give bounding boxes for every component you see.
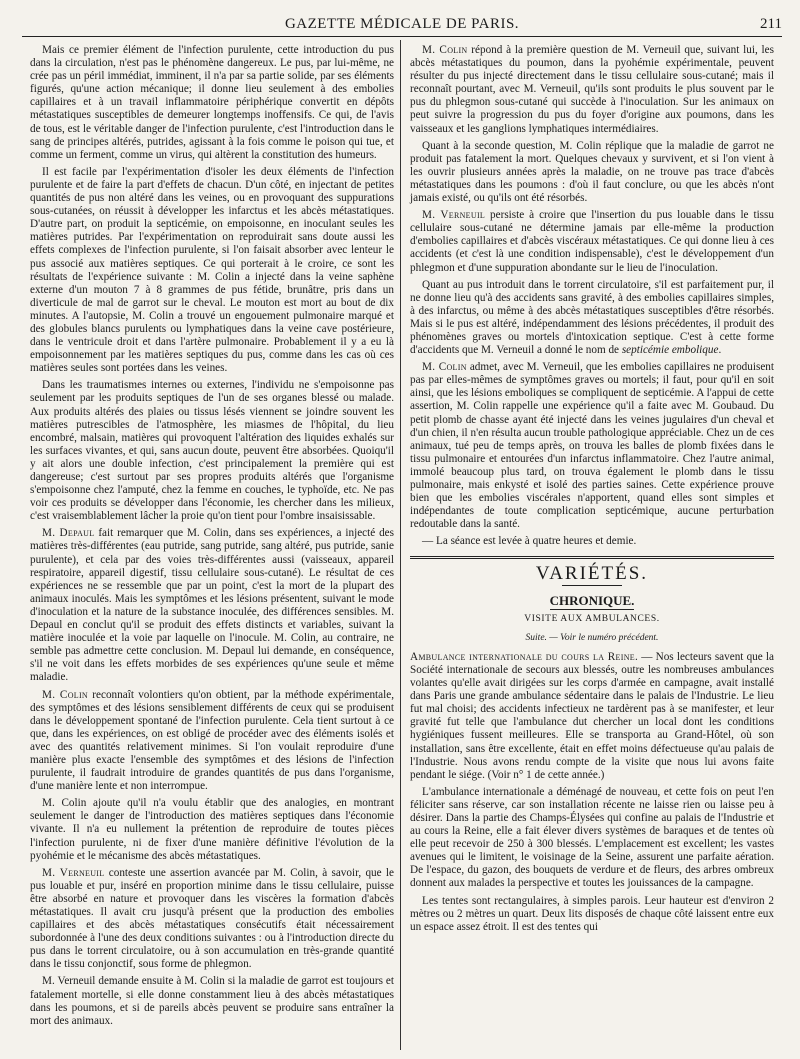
paragraph: M. Verneuil demande ensuite à M. Colin si la maladie de garrot est toujours et fatalement mortelle, si elle donne constamment lieu à des abcès métastatiques dans les poumons, et si de pareils abcès peuvent se produire sans entraîner la mort des animaux. bbox=[30, 975, 394, 1027]
right-column bbox=[410, 44, 774, 938]
paragraph bbox=[410, 651, 774, 782]
speaker-name: M. Colin bbox=[422, 361, 467, 374]
paragraph: — La séance est levée à quatre heures et demie. bbox=[422, 535, 637, 548]
continuation-note: Suite. — Voir le numéro précédent. bbox=[525, 632, 659, 643]
paragraph: Il est facile par l'expérimentation d'isoler les deux éléments de l'infection purulente et de faire la part d'effets de chacun. D'un côté, en injectant de petites quantités de pus non altéré dans les veines, ou en provoquant des suppurations sous-cutanées, on réussit à développer les infarctus et les abcès métastatiques. D'autre part, on produit la septicémie, on empoisonne, en inoculant seules les matières putrides. Par l'expérimentation on reproduirait sans doute aussi les effets complexes de l'infection purulente, si l'on faisait absorber avec lenteur le pus associé aux matières septiques. Ce qui porterait à le croire, ce sont les résultats de l'expérience suivante : M. Colin a injecté dans la veine saphène externe d'un mouton 7 à 8 grammes de pus fétide, brunâtre, pris dans un diverticule de mal de garrot sur le cheval. Le mouton est mort au bout de dix minutes. A l'autopsie, M. Colin a trouvé un engouement pulmonaire marqué et des globules blancs purulents ou lymphatiques dans la veine cave postérieure, dans le ventricule droit et dans l'artère pulmonaire. Probablement il y a eu là empoisonnement par les matières septiques du pus, comme dans les cas où ces matières seules sont portées dans les veines. bbox=[30, 165, 394, 375]
page-header bbox=[22, 14, 782, 36]
paragraph-text: persiste à croire que l'insertion du pus louable dans le tissu cellulaire sous-cutané ne détermine jamais par elle-même la production d'embolies capillaires et d'abcès viscéraux métastatiques. Ce qui donne lieu à ces accidents (et c'est là une condition indispensable), c'est le développement d'un phlegmon et d'une suppuration abondante sur le lieu de l'inoculation. bbox=[410, 209, 774, 274]
emphasized-term: septicémie embolique bbox=[621, 344, 719, 357]
section-divider bbox=[410, 556, 774, 559]
chronique-label: CHRONIQUE. bbox=[549, 592, 635, 608]
paragraph-text: Quant au pus introduit dans le torrent circulatoire, s'il est parfaitement pur, il ne donne lieu qu'à des accidents sans gravité, à des embolies capillaires simples, à des infarctus, ou même à des abcès métastatiques susceptibles d'être résorbés. Mais si le pus est altéré, indépendamment des lésions précédentes, il produit des phénomènes graves ou mortels d'intoxication septique. C'est à cette forme d'accidents que M. Verneuil a donné le nom de bbox=[410, 278, 774, 357]
paragraph: L'ambulance internationale a déménagé de nouveau, et cette fois on peut l'en féliciter sans réserve, car son installation récente ne laisse rien ou laisse peu à désirer. Dans la partie des Champs-Élysées qui confine au palais de l'Industrie et au cours la Reine, elle a fait élever divers systèmes de baraques et de tentes où elle peut recevoir de 250 à 300 blessés. L'emplacement est excellent; les vastes avenues qui le limitent, le voisinage de la Seine, assurent une parfaite aération. De l'espace, du gazon, des bouquets de verdure et de fleurs, des arbres ombreux donnent aux malades la perspective et toutes les jouissances de la campagne. bbox=[410, 785, 774, 890]
paragraph bbox=[410, 209, 774, 274]
paragraph bbox=[410, 44, 774, 136]
paragraph-text: . bbox=[718, 344, 722, 357]
section-title: VARIÉTÉS. bbox=[535, 563, 649, 585]
speaker-name: M. Colin bbox=[42, 688, 89, 701]
chronique-heading bbox=[410, 594, 774, 607]
paragraph-text: conteste une assertion avancée par M. Colin, à savoir, que le pus louable et pur, inséré en proportion minime dans le tissu cellulaire, puisse être absorbé en nature et provoquer dans les viscères la formation d'abcès métastatiques. Il avait cru jusqu'à présent que la production des embolies capillaires et des abcès métastatiques consécutifs était nécessairement subordonnée à l'une des deux conditions suivantes : ou à l'introduction directe du pus dans le torrent circulatoire, ou à son accumulation en très-grande quantité dans le tissu conjonctif, sous forme de phlegmon. bbox=[30, 866, 394, 971]
paragraph: M. Colin ajoute qu'il n'a voulu établir que des analogies, en montrant seulement le danger de l'introduction des matières septiques dans l'économie vivante. Il n'a eu nullement la prétention de reproduire de toutes pièces l'infection purulente, ni de fixer d'une manière définitive l'évolution de la pyohémie et le mécanisme des abcès métastatiques. bbox=[30, 797, 394, 862]
column-divider bbox=[400, 40, 401, 1050]
speaker-name: M. Colin bbox=[422, 44, 468, 56]
paragraph bbox=[30, 689, 394, 794]
speaker-name: M. Verneuil bbox=[42, 866, 105, 879]
paragraph: Quant à la seconde question, M. Colin réplique que la maladie de garrot ne produit pas fatalement la mort. Quelques chevaux y survivent, et si l'on vient à les ouvrir plusieurs années après la maladie, on ne trouve pas trace d'abcès métastatiques dans les poumons : d'où il faut conclure, ou que les abcès n'ont jamais existé, ou qu'ils ont été résorbés. bbox=[410, 139, 774, 205]
left-column bbox=[30, 44, 394, 1032]
speaker-name: M. Depaul bbox=[42, 527, 95, 540]
paragraph-text: répond à la première question de M. Verneuil que, suivant lui, les abcès métastatiques du poumon, dans la pyohémie expérimentale, peuvent résulter du pus injecté directement dans le tissu cellulaire sous-cutané; mais il reconnaît pourtant, avec M. Verneuil, qu'ils sont produits le plus souvent par le pus du phlegmon sous-cutané qui succède à l'inoculation. Sur les animaux on peut suivre la progression du pus du foyer d'origine aux poumons, dans les vaisseaux et les ganglions lymphatiques intermédiaires. bbox=[410, 44, 774, 135]
journal-title: GAZETTE MÉDICALE DE PARIS. bbox=[284, 16, 520, 32]
speaker-name: M. Verneuil bbox=[422, 209, 486, 222]
lead-in: Ambulance internationale du cours la Reine. bbox=[410, 650, 639, 663]
title-rule bbox=[562, 585, 622, 586]
paragraph: Dans les traumatismes internes ou externes, l'individu ne s'empoisonne pas seulement par les produits septiques de l'un de ses organes blessé ou malade. Aux produits altérés des plaies ou tissus lésés viennent se joindre souvent les matières putrescibles de l'atmosphère, les miasmes de l'hôpital, du lieu encombré, malsain, matières qui provoquent l'altération des liquides exhalés sur les surfaces vivantes, et qui, sans aucun doute, peuvent être absorbées. Quoiqu'il y ait alors une double infection, c'est principalement la première qui est dangereuse; c'est surtout par ses propres produits altérés que l'organisme s'empoisonne chez l'amputé, chez la femme en couches, le typhoïde, etc. Ne pas voir ces produits se développer dans l'économie, les chercher dans les milieux, c'est vraisemblablement lâcher la proie qu'on tient pour l'ombre insaisissable. bbox=[30, 379, 394, 523]
paragraph-text: — Nos lecteurs savent que la Société internationale de secours aux blessés, outre les nombreuses ambulances volantes qu'elle avait dirigées sur les corps d'armée en campagne, avait installé dans Paris une grande ambulance sédentaire dans le palais de l'Industrie. Le lieu fut mal choisi; des accidents infectieux ne tardèrent pas à se manifester, et leur gravité fut telle que l'ambulance dut chercher un local dont les conditions hygiéniques fussent meilleures. Elle se transporta au Grand-Hôtel, où son installation, sans être excellente, était en effet moins défectueuse qu'au palais de l'Industrie. Nous avons rendu compte de la visite que nous lui avons faite pendant le siége. (Voir n° 1 de cette année.) bbox=[410, 650, 774, 781]
paragraph bbox=[30, 867, 394, 972]
paragraph bbox=[410, 361, 774, 531]
paragraph: Mais ce premier élément de l'infection purulente, cette introduction du pus dans la circulation, n'est pas le phénomène dangereux. Le pus, par lui-même, ne crée pas un péril immédiat, imminent, il n'a par sa partie solide, par ses éléments figurés, qu'une action mécanique; il donne lieu seulement à des embolies capillaires et à un travail inflammatoire périphérique convertit en dépôts métastatiques susceptibles de demeurer longtemps inoffensifs. Ce qui, de l'avis de tous, est le véritable danger de l'infection purulente, c'est l'introduction dans le sang de principes altérés, putrides, agissant à la fois comme le poison qui tue, et comme un ferment, comme un virus, qui altèrent la constitution des humeurs. bbox=[30, 44, 394, 161]
paragraph bbox=[30, 527, 394, 684]
paragraph bbox=[410, 279, 774, 358]
paragraph-text: fait remarquer que M. Colin, dans ses expériences, a injecté des matières très-différentes (eau putride, sang putride, sang altéré, pus putride, sanie purulente), et cela par des voies très-différentes aussi (vaisseaux, appareil respiratoire, appareil digestif, tissu cellulaire sous-cutané). Le résultat de ces expériences ne se ressemble que par un point, c'est la mort de la plupart des animaux inoculés. Mais les symptômes et les lésions présentent, suivant le mode d'inoculation et la nature de la substance inoculée, des différences sensibles. M. Depaul en conclut qu'il se produit des effets distincts et variables, suivant la matière inoculée et la voie par laquelle on l'inocule. M. Colin, au contraire, ne semble pas admettre cette conclusion. M. Depaul lui demande, en conséquence, s'il ne voit dans les effets morbides de ses expériences qu'une seule et même maladie. bbox=[30, 527, 394, 684]
subheading: VISITE AUX AMBULANCES. bbox=[524, 613, 660, 624]
paragraph: Les tentes sont rectangulaires, à simples parois. Leur hauteur est d'environ 2 mètres ou 2 mètres un quart. Deux lits disposés de chaque côté laissent entre eux un espace assez étroit. Il est des tentes qui bbox=[410, 894, 774, 933]
header-rule bbox=[22, 36, 782, 37]
paragraph-text: reconnaît volontiers qu'on obtient, par la méthode expérimentale, des symptômes et des lésions sensiblement différents de ceux qui se produisent dans le développement spontané de l'infection purulente. Cela tient surtout à ce que, dans les expériences, on est obligé de procéder avec des éléments isolés et avec des quantités relativement minimes. Si l'on voulait reproduire d'une manière plus exacte l'ensemble des symptômes et des lésions de l'infection purulente, il faudrait introduire de grandes quantités de pus dans l'organisme, d'une manière lente et non interrompue. bbox=[30, 688, 394, 793]
page-number: 211 bbox=[760, 16, 782, 32]
paragraph-text: admet, avec M. Verneuil, que les embolies capillaires ne produisent pas par elles-mêmes de symptômes graves ou mortels; il faut, pour qu'il en soit ainsi, que les lésions emboliques se compliquent de septicémie. A l'appui de cette assertion, M. Colin rappelle une expérience qu'il a faite avec M. Goubaud. Du petit plomb de chasse ayant été injecté dans les veines jugulaires d'un cheval et d'un chien, il n'en résulta aucun trouble pathologique appréciable. Chez un de ces animaux, tué peu de temps après, on trouva les balles de plomb fixées dans le tissu pulmonaire et entourées d'un infarctus inflammatoire. Chez l'autre animal, immolé beaucoup plus tard, on trouva également le plomb dans le tissu pulmonaire, mais enkysté et isolé des parties saines. Cette expérience prouve bien que les embolies viscérales n'apportent, quand elles sont simples et indépendantes de toute complication septicémique, aucune perturbation redoutable dans la santé. bbox=[410, 361, 774, 531]
